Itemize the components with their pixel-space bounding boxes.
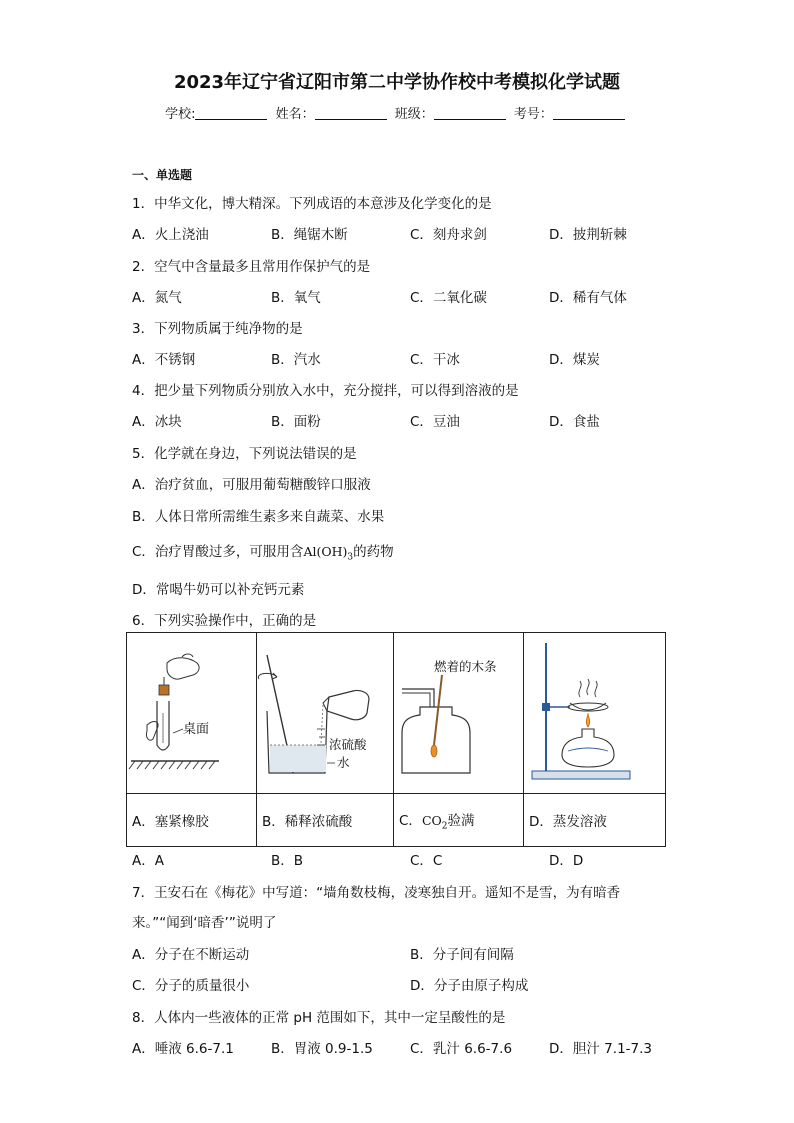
cell-image-c [394, 633, 524, 794]
cell-image-d [524, 633, 666, 794]
desk-label: 桌面 [183, 722, 210, 737]
q4-option-d[interactable]: D．食盐 [549, 414, 600, 430]
cell-image-a [127, 633, 257, 794]
q2-option-d[interactable]: D．稀有气体 [549, 290, 627, 306]
question-2-stem: 2．空气中含量最多且常用作保护气的是 [132, 259, 371, 275]
cell-label-d: D．蒸发溶液 [524, 794, 666, 847]
co2-full-check-figure [394, 633, 518, 789]
question-4-stem: 4．把少量下列物质分别放入水中，充分搅拌，可以得到溶液的是 [132, 383, 519, 399]
question-1-stem: 1．中华文化，博大精深。下列成语的本意涉及化学变化的是 [132, 196, 492, 212]
burning-stick-label: 燃着的木条 [434, 659, 497, 674]
q6-option-d[interactable]: D．D [549, 853, 584, 869]
conc-sulfuric-acid-label: 浓硫酸 [329, 737, 367, 752]
class-label: 班级： [394, 107, 434, 122]
evaporation-figure [524, 633, 648, 789]
q2-option-a[interactable]: A．氮气 [132, 290, 182, 306]
school-blank[interactable] [195, 106, 267, 120]
q4-option-c[interactable]: C．豆油 [410, 414, 460, 430]
water-label: 水 [337, 755, 350, 770]
q4-option-b[interactable]: B．面粉 [271, 414, 321, 430]
school-label: 学校: [165, 107, 196, 122]
q1-option-d[interactable]: D．披荆斩棘 [549, 227, 627, 243]
exam-number-blank[interactable] [553, 106, 625, 120]
q6-option-c[interactable]: C．C [410, 853, 443, 869]
question-3-stem: 3．下列物质属于纯净物的是 [132, 321, 303, 337]
q1-option-b[interactable]: B．绳锯木断 [271, 227, 348, 243]
question-7-stem-line2: 来。”“闻到‘暗香’”说明了 [132, 915, 277, 931]
q1-option-c[interactable]: C．刻舟求剑 [410, 227, 487, 243]
question-7-stem-line1: 7．王安石在《梅花》中写道：“墙角数枝梅，凌寒独自开。遥知不是雪，为有暗香 [132, 885, 621, 901]
q5-option-c[interactable] [132, 540, 394, 563]
q7-option-b[interactable]: B．分子间有间隔 [410, 947, 514, 963]
q2-option-c[interactable]: C．二氧化碳 [410, 290, 487, 306]
exam-title: 2023年辽宁省辽阳市第二中学协作校中考模拟化学试题 [173, 72, 621, 93]
question-5-stem: 5．化学就在身边，下列说法错误的是 [132, 446, 357, 462]
q7-option-a[interactable]: A．分子在不断运动 [132, 947, 250, 963]
cell-image-b [257, 633, 394, 794]
q5-option-a[interactable]: A．治疗贫血，可服用葡萄糖酸锌口服液 [132, 477, 371, 493]
dilute-sulfuric-acid-figure [257, 633, 393, 789]
q3-option-b[interactable]: B．汽水 [271, 352, 321, 368]
q3-option-c[interactable]: C．干冰 [410, 352, 460, 368]
co2-formula: $CO_2$ [421, 812, 448, 832]
experiment-table [126, 632, 666, 847]
q5-option-d[interactable]: D．常喝牛奶可以补充钙元素 [132, 582, 305, 598]
cell-label-a: A．塞紧橡胶 [127, 794, 257, 847]
q5-option-c-text: C．治疗胃酸过多，可服用含 [132, 544, 304, 560]
section-heading: 一、单选题 [132, 168, 193, 182]
insert-stopper-figure [127, 633, 229, 789]
q8-option-a[interactable]: A．唾液 6.6-7.1 [132, 1041, 234, 1057]
q8-option-d[interactable]: D．胆汁 7.1-7.3 [549, 1041, 652, 1057]
student-info-line [0, 103, 794, 122]
question-6-stem: 6．下列实验操作中，正确的是 [132, 613, 317, 629]
q8-option-c[interactable]: C．乳汁 6.6-7.6 [410, 1041, 513, 1057]
q7-option-d[interactable]: D．分子由原子构成 [410, 978, 529, 994]
q1-option-a[interactable]: A．火上浇油 [132, 227, 209, 243]
exam-number-label: 考号： [513, 107, 553, 122]
q8-option-b[interactable]: B．胃液 0.9-1.5 [271, 1041, 373, 1057]
aluminium-hydroxide-formula: $Al(OH)_3$ [303, 544, 354, 563]
cell-label-c: C．$CO_2$验满 [394, 794, 524, 847]
q6-option-b[interactable]: B．B [271, 853, 304, 869]
name-blank[interactable] [315, 106, 387, 120]
q7-option-c[interactable]: C．分子的质量很小 [132, 978, 250, 994]
class-blank[interactable] [434, 106, 506, 120]
q5-option-c-tail: 的药物 [353, 544, 394, 560]
question-8-stem: 8．人体内一些液体的正常 pH 范围如下，其中一定呈酸性的是 [132, 1010, 506, 1026]
name-label: 姓名： [275, 107, 315, 122]
q2-option-b[interactable]: B．氧气 [271, 290, 321, 306]
q5-option-b[interactable]: B．人体日常所需维生素多来自蔬菜、水果 [132, 509, 385, 525]
q6-option-a[interactable]: A．A [132, 853, 164, 869]
q4-option-a[interactable]: A．冰块 [132, 414, 182, 430]
q3-option-d[interactable]: D．煤炭 [549, 352, 600, 368]
cell-label-b: B．稀释浓硫酸 [257, 794, 394, 847]
q3-option-a[interactable]: A．不锈钢 [132, 352, 196, 368]
